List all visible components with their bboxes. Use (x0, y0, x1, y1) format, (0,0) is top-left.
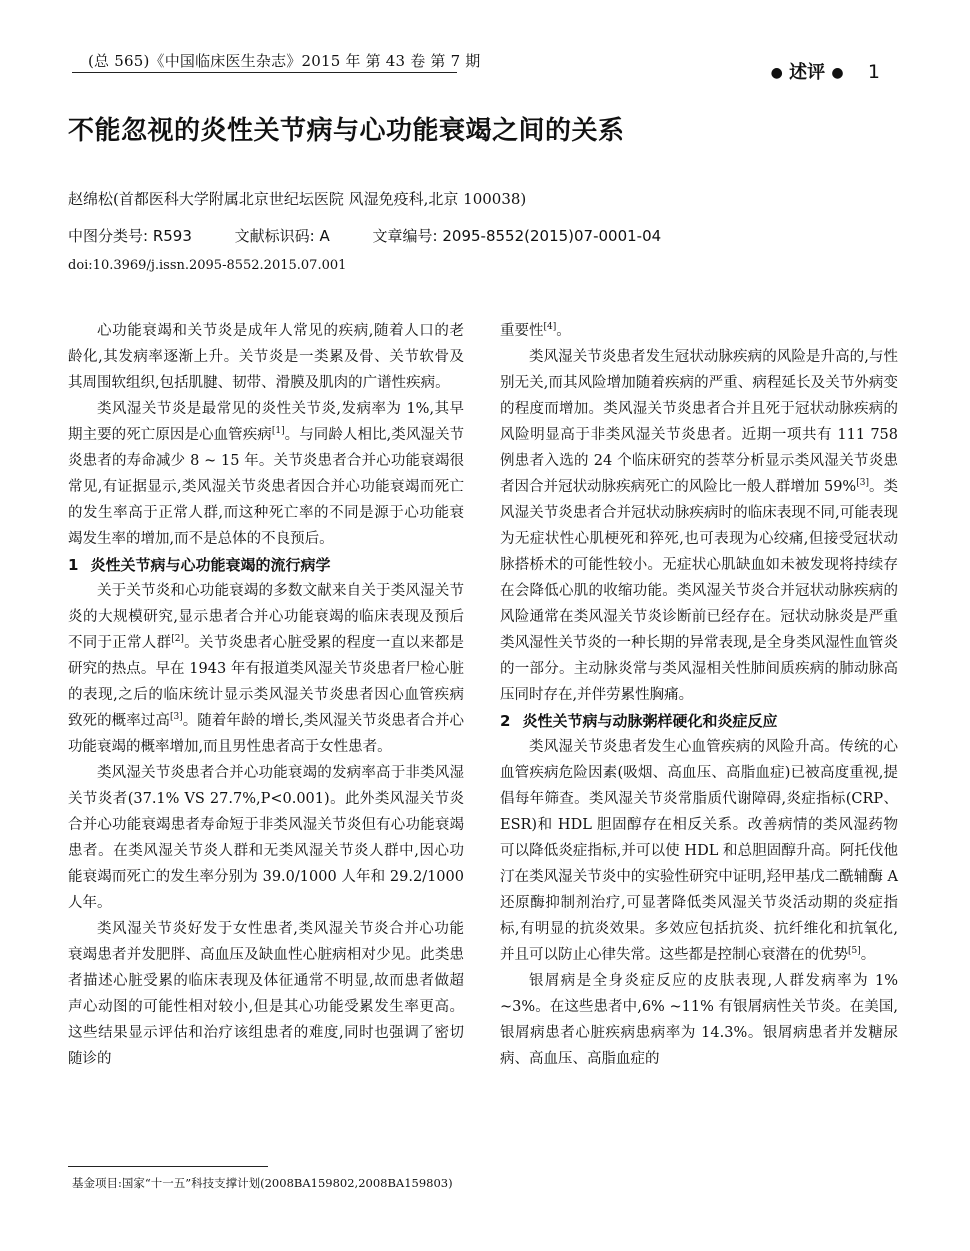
section-header (771, 58, 880, 84)
citation: [3] (856, 478, 869, 489)
article-number: 文章编号: 2095-8552(2015)07-0001-04 (372, 227, 662, 245)
left-column (68, 318, 464, 1072)
bullet-icon: ● (770, 65, 783, 81)
citation: [4] (543, 322, 557, 333)
paragraph: 类风湿关节炎好发于女性患者,类风湿关节炎合并心功能衰竭患者并发肥胖、高血压及缺血性心脏病相对少见。此类患者描述心脏受累的临床表现及体征通常不明显,故而患者做超声心动图的可能性相对较小,但是其心功能受累发生率更高。这些结果显示评估和治疗该组患者的难度,同时也强调了密切随诊的 (68, 921, 464, 1067)
paragraph: 类风湿关节炎患者发生冠状动脉疾病的风险是升高的,与性别无关,而其风险增加随着疾病的严重、病程延长及关节外病变的程度而增加。类风湿关节炎患者合并且死于冠状动脉疾病的风险明显高于非类风湿关节炎患者。近期一项共有 111 758 例患者入选的 24 个临床研究的荟萃分析显示类风湿关节炎患者因合并冠状动脉疾病死亡的风险比一般人群增加 59%[3]。类风湿关节炎患者合并冠状动脉疾病时的临床表现不同,可能表现为无症状性心肌梗死和猝死,也可表现为心绞痛,但接受冠状动脉搭桥术的可能性较小。无症状心肌缺血如未被发现将持续存在会降低心肌的收缩功能。类风湿关节炎合并冠状动脉疾病的风险通常在类风湿关节炎诊断前已经存在。冠状动脉炎是严重类风湿性关节炎的一种长期的异常表现,是全身类风湿性血管炎的一部分。主动脉炎常与类风湿相关性肺间质疾病的肺动脉高压同时存在,并伴劳累性胸痛。 (500, 349, 899, 703)
paragraph: 重要性[4]。 (500, 322, 571, 339)
paragraph: 心功能衰竭和关节炎是成年人常见的疾病,随着人口的老龄化,其发病率逐渐上升。关节炎是一类累及骨、关节软骨及其周围软组织,包括肌腱、韧带、滑膜及肌肉的广谱性疾病。 (68, 323, 464, 391)
section-heading: 2 炎性关节病与动脉粥样硬化和炎症反应 (500, 712, 778, 730)
paragraph: 类风湿关节炎患者合并心功能衰竭的发病率高于非类风湿关节炎者(37.1% VS 27.7%,P<0.001)。此外类风湿关节炎合并心功能衰竭患者寿命短于非类风湿关节炎但有心功能衰竭患者。在类风湿关节炎人群和无类风湿关节炎人群中,因心功能衰竭而死亡的发生率分别为 39.0/1000 人年和 29.2/1000 人年。 (68, 765, 464, 911)
header-rule (72, 72, 457, 73)
citation: [3] (169, 712, 183, 723)
page-number: 1 (867, 61, 880, 83)
citation: [1] (271, 426, 285, 437)
author-affiliation: 赵绵松(首都医科大学附属北京世纪坛医院 风湿免疫科,北京 100038) (68, 190, 527, 208)
doi: doi:10.3969/j.issn.2095-8552.2015.07.001 (68, 258, 347, 273)
right-column (500, 318, 898, 1072)
classification-line (68, 225, 699, 246)
paragraph: 类风湿关节炎是最常见的炎性关节炎,发病率为 1%,其早期主要的死亡原因是心血管疾病[1]。与同龄人相比,类风湿关节炎患者的寿命减少 8 ~ 15 年。关节炎患者合并心功能衰竭很常见,有证据显示,类风湿关节炎患者因合并心功能衰竭而死亡的发生率高于正常人群,而这种死亡率的不同是源于心功能衰竭发生率的增加,而不是总体的不良预后。 (68, 401, 465, 547)
paragraph: 关于关节炎和心功能衰竭的多数文献来自关于类风湿关节炎的大规模研究,显示患者合并心功能衰竭的临床表现及预后不同于正常人群[2]。关节炎患者心脏受累的程度一直以来都是研究的热点。早在 1943 年有报道类风湿关节炎患者尸检心脏的表现,之后的临床统计显示类风湿关节炎患者因心血管疾病致死的概率过高[3]。随着年龄的增长,类风湿关节炎患者合并心功能衰竭的概率增加,而且男性患者高于女性患者。 (68, 583, 465, 755)
clc-number: 中图分类号: R593 (68, 227, 192, 245)
citation: [2] (171, 634, 184, 645)
section-label: 述评 (789, 62, 826, 83)
document-code: 文献标识码: A (234, 227, 330, 245)
footnote-rule (68, 1166, 268, 1167)
paragraph: 类风湿关节炎患者发生心血管疾病的风险升高。传统的心血管疾病危险因素(吸烟、高血压、高脂血症)已被高度重视,提倡每年筛查。类风湿关节炎常脂质代谢障碍,炎症指标(CRP、ESR)和 HDL 胆固醇存在相反关系。改善病情的类风湿药物可以降低炎症指标,并可以使 HDL 和总胆固醇升高。阿托伐他汀在类风湿关节炎中的实验性研究中证明,羟甲基戊二酰辅酶 A 还原酶抑制剂治疗,可显著降低类风湿关节炎活动期的炎症指标,有明显的抗炎效果。多效应包括抗炎、抗纤维化和抗氧化,并且可以防止心律失常。这些都是控制心衰潜在的优势[5]。 (500, 739, 898, 963)
citation: [5] (848, 946, 861, 957)
bullet-icon: ● (831, 65, 844, 81)
funding-footnote: 基金项目:国家“十一五”科技支撑计划(2008BA159802,2008BA159803) (72, 1176, 453, 1190)
section-heading: 1 炎性关节病与心功能衰竭的流行病学 (68, 556, 331, 574)
paragraph: 银屑病是全身炎症反应的皮肤表现,人群发病率为 1% ~3%。在这些患者中,6% ~11% 有银屑病性关节炎。在美国,银屑病患者心脏疾病患病率为 14.3%。银屑病患者并发糖尿病、高血压、高脂血症的 (500, 973, 898, 1067)
running-header: (总 565)《中国临床医生杂志》2015 年 第 43 卷 第 7 期 (88, 52, 481, 70)
article-title: 不能忽视的炎性关节病与心功能衰竭之间的关系 (68, 116, 625, 146)
